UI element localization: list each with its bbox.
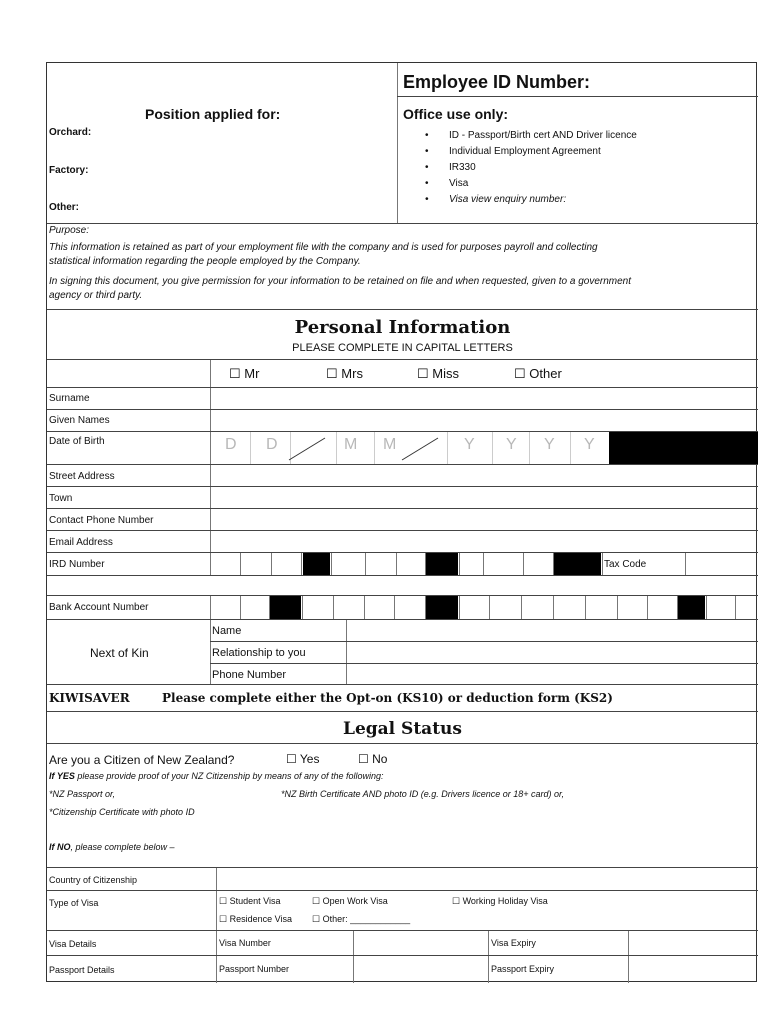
town-label: Town [49, 493, 73, 504]
spacer-row [47, 576, 758, 596]
open-work-visa-label: Open Work Visa [322, 896, 388, 906]
position-label: Position applied for: [145, 106, 281, 122]
visa-number-label: Visa Number [219, 938, 271, 948]
personal-title: Personal Information [294, 317, 511, 338]
kin-phone-label: Phone Number [212, 669, 286, 681]
dob-blackout [609, 432, 758, 464]
dob-month-2[interactable]: M [383, 436, 397, 453]
if-no-text [49, 842, 175, 852]
title-mrs-label: Mrs [341, 366, 363, 381]
legal-title: Legal Status [343, 719, 462, 739]
purpose-line: statistical information regarding the people employed by the Company. [49, 256, 361, 267]
visa-type-label: Type of Visa [49, 898, 99, 908]
citizenship-question: Are you a Citizen of New Zealand? [49, 753, 235, 767]
dob-year-2[interactable]: Y [506, 436, 517, 453]
dob-year-1[interactable]: Y [464, 436, 475, 453]
title-miss-checkbox[interactable]: ☐ Miss [417, 366, 459, 381]
kin-name-label: Name [212, 625, 242, 637]
dob-separator-icon [287, 434, 327, 464]
dob-day-2[interactable]: D [266, 436, 278, 453]
open-work-visa-checkbox[interactable]: ☐ Open Work Visa [312, 896, 388, 906]
phone-label: Contact Phone Number [49, 515, 154, 526]
employee-id-label: Employee ID Number: [403, 72, 591, 92]
bank-row[interactable] [47, 596, 758, 620]
surname-label: Surname [49, 393, 90, 404]
phone-row[interactable] [47, 509, 758, 531]
bank-blackout [678, 596, 705, 619]
legal-heading [47, 712, 758, 744]
ird-row[interactable] [47, 553, 758, 576]
title-row [47, 360, 758, 388]
student-visa-label: Student Visa [229, 896, 281, 906]
office-item: • Individual Employment Agreement [449, 146, 601, 157]
purpose-line: In signing this document, you give permission for your information to be retained on file and when requested, given to a government [49, 276, 632, 287]
citizen-no-checkbox[interactable]: ☐ No [358, 752, 388, 766]
ird-blackout [303, 553, 330, 575]
purpose-line: agency or third party. [49, 290, 143, 301]
title-other-checkbox[interactable]: ☐ Other [514, 366, 562, 381]
country-row[interactable] [47, 868, 758, 891]
personal-subtitle: PLEASE COMPLETE IN CAPITAL LETTERS [292, 342, 513, 354]
title-miss-label: Miss [432, 366, 459, 381]
title-mrs-checkbox[interactable]: ☐ Mrs [326, 366, 363, 381]
nz-passport-text: *NZ Passport or, [49, 789, 116, 799]
residence-visa-label: Residence Visa [229, 914, 292, 924]
visa-details-row[interactable] [47, 931, 758, 956]
student-visa-checkbox[interactable]: ☐ Student Visa [219, 896, 281, 906]
purpose-line: This information is retained as part of your employment file with the company and is used for purposes payroll and collecting [49, 242, 598, 253]
bank-blackout [426, 596, 458, 619]
kin-relationship-label: Relationship to you [212, 647, 306, 659]
office-item: • ID - Passport/Birth cert AND Driver licence [449, 130, 637, 141]
ird-blackout [426, 553, 458, 575]
dob-label: Date of Birth [49, 436, 105, 447]
office-item: • Visa [449, 178, 468, 189]
employment-form [46, 62, 757, 982]
kiwisaver-text: Please complete either the Opt-on (KS10) or deduction form (KS2) [162, 691, 613, 705]
country-label: Country of Citizenship [49, 875, 138, 885]
ird-label: IRD Number [49, 559, 105, 570]
factory-label: Factory: [49, 165, 89, 176]
title-other-label: Other [529, 366, 562, 381]
visa-details-label: Visa Details [49, 939, 97, 949]
dob-day-1[interactable]: D [225, 436, 237, 453]
other-label: Other: [49, 202, 79, 213]
other-visa-checkbox[interactable]: ☐ Other: ____________ [312, 914, 411, 924]
if-no-bold: If NO [49, 842, 71, 852]
email-row[interactable] [47, 531, 758, 553]
dob-row[interactable] [47, 432, 758, 465]
passport-details-row[interactable] [47, 956, 758, 983]
bank-label: Bank Account Number [49, 602, 149, 613]
dob-separator-icon [400, 434, 440, 464]
purpose-title: Purpose: [49, 225, 90, 236]
visa-type-row [47, 891, 758, 931]
title-mr-checkbox[interactable]: ☐ Mr [229, 366, 260, 381]
if-no-rest: , please complete below – [70, 842, 175, 852]
ird-blackout [554, 553, 601, 575]
passport-number-label: Passport Number [219, 964, 290, 974]
passport-expiry-label: Passport Expiry [491, 964, 555, 974]
working-holiday-visa-label: Working Holiday Visa [462, 896, 548, 906]
given-names-row[interactable] [47, 410, 758, 432]
street-label: Street Address [49, 471, 115, 482]
bank-blackout [270, 596, 301, 619]
kiwisaver-label: KIWISAVER [49, 691, 130, 705]
citizen-yes-checkbox[interactable]: ☐ Yes [286, 752, 320, 766]
citizenship-cert-text: *Citizenship Certificate with photo ID [49, 807, 195, 817]
visa-expiry-label: Visa Expiry [491, 938, 536, 948]
purpose-section [47, 224, 758, 310]
header-section [47, 63, 758, 224]
dob-year-4[interactable]: Y [584, 436, 595, 453]
citizen-no-label: No [372, 752, 388, 766]
title-mr-label: Mr [244, 366, 260, 381]
dob-month-1[interactable]: M [344, 436, 358, 453]
orchard-label: Orchard: [49, 127, 92, 138]
nz-birth-text: *NZ Birth Certificate AND photo ID (e.g. Drivers licence or 18+ card) or, [281, 789, 565, 799]
residence-visa-checkbox[interactable]: ☐ Residence Visa [219, 914, 292, 924]
next-of-kin-label: Next of Kin [90, 646, 149, 660]
tax-code-label: Tax Code [604, 559, 647, 570]
office-use-label: Office use only: [403, 106, 509, 122]
street-row[interactable] [47, 465, 758, 487]
citizen-yes-label: Yes [299, 752, 320, 766]
office-item: • Visa view enquiry number: [449, 194, 566, 205]
personal-heading [47, 310, 758, 360]
kiwisaver-row [47, 685, 758, 712]
dob-year-3[interactable]: Y [544, 436, 555, 453]
given-names-label: Given Names [49, 415, 110, 426]
other-visa-label: Other: ____________ [322, 914, 411, 924]
if-yes-bold: If YES [49, 771, 75, 781]
if-yes-rest: please provide proof of your NZ Citizenship by means of any of the following: [74, 771, 384, 781]
email-label: Email Address [49, 537, 113, 548]
if-yes-text [49, 771, 384, 781]
citizenship-section [47, 744, 758, 868]
town-row[interactable] [47, 487, 758, 509]
office-item: • IR330 [449, 162, 476, 173]
working-holiday-visa-checkbox[interactable]: ☐ Working Holiday Visa [452, 896, 548, 906]
next-of-kin-section [47, 620, 758, 685]
passport-details-label: Passport Details [49, 965, 115, 975]
surname-row[interactable] [47, 388, 758, 410]
